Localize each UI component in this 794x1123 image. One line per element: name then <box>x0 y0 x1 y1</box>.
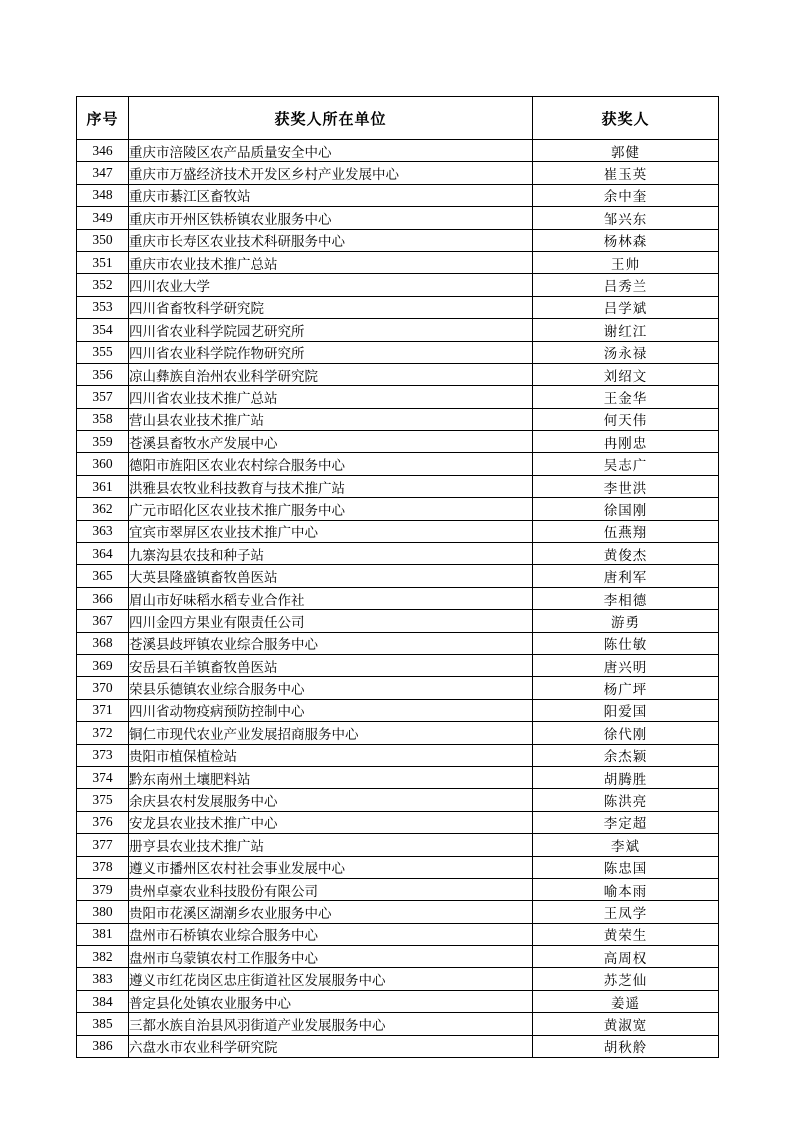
cell-unit: 贵阳市花溪区湖潮乡农业服务中心 <box>129 901 533 923</box>
cell-name: 谢红江 <box>533 319 719 341</box>
cell-seq: 374 <box>77 766 129 788</box>
cell-seq: 377 <box>77 834 129 856</box>
cell-seq: 351 <box>77 251 129 273</box>
cell-name: 王帅 <box>533 251 719 273</box>
table-row <box>77 543 719 565</box>
table-row <box>77 901 719 923</box>
cell-unit: 三都水族自治县风羽街道产业发展服务中心 <box>129 1013 533 1035</box>
cell-name: 李斌 <box>533 834 719 856</box>
cell-seq: 379 <box>77 878 129 900</box>
table-row <box>77 319 719 341</box>
cell-unit: 安岳县石羊镇畜牧兽医站 <box>129 654 533 676</box>
cell-unit: 重庆市綦江区畜牧站 <box>129 184 533 206</box>
cell-unit: 重庆市万盛经济技术开发区乡村产业发展中心 <box>129 162 533 184</box>
cell-seq: 375 <box>77 789 129 811</box>
cell-name: 杨林森 <box>533 229 719 251</box>
table-row <box>77 408 719 430</box>
table-row <box>77 453 719 475</box>
cell-name: 唐利军 <box>533 565 719 587</box>
cell-seq: 383 <box>77 968 129 990</box>
cell-name: 陈仕敏 <box>533 632 719 654</box>
cell-seq: 366 <box>77 587 129 609</box>
table-row <box>77 632 719 654</box>
cell-seq: 347 <box>77 162 129 184</box>
cell-name: 余杰颖 <box>533 744 719 766</box>
cell-unit: 四川省农业科学院园艺研究所 <box>129 319 533 341</box>
cell-name: 苏芝仙 <box>533 968 719 990</box>
cell-unit: 盘州市石桥镇农业综合服务中心 <box>129 923 533 945</box>
cell-name: 王金华 <box>533 386 719 408</box>
cell-unit: 四川省农业科学院作物研究所 <box>129 341 533 363</box>
cell-name: 崔玉英 <box>533 162 719 184</box>
cell-unit: 重庆市涪陵区农产品质量安全中心 <box>129 140 533 162</box>
cell-name: 吕学斌 <box>533 296 719 318</box>
cell-name: 李定超 <box>533 811 719 833</box>
cell-unit: 四川省畜牧科学研究院 <box>129 296 533 318</box>
cell-unit: 九寨沟县农技和种子站 <box>129 543 533 565</box>
table-row <box>77 229 719 251</box>
cell-name: 胡腾胜 <box>533 766 719 788</box>
cell-unit: 册亨县农业技术推广站 <box>129 834 533 856</box>
cell-seq: 367 <box>77 610 129 632</box>
cell-unit: 余庆县农村发展服务中心 <box>129 789 533 811</box>
table-row <box>77 587 719 609</box>
cell-seq: 376 <box>77 811 129 833</box>
cell-seq: 384 <box>77 990 129 1012</box>
cell-seq: 358 <box>77 408 129 430</box>
table-row <box>77 341 719 363</box>
cell-name: 阳爱国 <box>533 699 719 721</box>
table-row <box>77 766 719 788</box>
cell-seq: 373 <box>77 744 129 766</box>
cell-unit: 四川金四方果业有限责任公司 <box>129 610 533 632</box>
cell-seq: 381 <box>77 923 129 945</box>
table-row <box>77 1035 719 1057</box>
cell-seq: 364 <box>77 543 129 565</box>
cell-unit: 洪雅县农牧业科技教育与技术推广站 <box>129 475 533 497</box>
table-row <box>77 677 719 699</box>
cell-name: 徐代刚 <box>533 722 719 744</box>
table-row <box>77 722 719 744</box>
cell-name: 吕秀兰 <box>533 274 719 296</box>
cell-name: 刘绍文 <box>533 363 719 385</box>
cell-seq: 362 <box>77 498 129 520</box>
award-table <box>76 96 719 1058</box>
table-row <box>77 296 719 318</box>
table-row <box>77 207 719 229</box>
cell-seq: 363 <box>77 520 129 542</box>
award-table-wrapper <box>76 96 718 1058</box>
cell-unit: 凉山彝族自治州农业科学研究院 <box>129 363 533 385</box>
cell-seq: 348 <box>77 184 129 206</box>
cell-unit: 广元市昭化区农业技术推广服务中心 <box>129 498 533 520</box>
table-row <box>77 431 719 453</box>
cell-unit: 宜宾市翠屏区农业技术推广中心 <box>129 520 533 542</box>
cell-name: 喻本雨 <box>533 878 719 900</box>
table-row <box>77 610 719 632</box>
cell-seq: 359 <box>77 431 129 453</box>
cell-name: 陈忠国 <box>533 856 719 878</box>
cell-seq: 350 <box>77 229 129 251</box>
cell-unit: 安龙县农业技术推广中心 <box>129 811 533 833</box>
cell-seq: 349 <box>77 207 129 229</box>
cell-name: 余中奎 <box>533 184 719 206</box>
cell-name: 黄淑宽 <box>533 1013 719 1035</box>
table-row <box>77 699 719 721</box>
cell-seq: 369 <box>77 654 129 676</box>
cell-unit: 铜仁市现代农业产业发展招商服务中心 <box>129 722 533 744</box>
table-row <box>77 789 719 811</box>
column-header-name: 获奖人 <box>533 97 719 140</box>
cell-name: 吴志广 <box>533 453 719 475</box>
table-row <box>77 475 719 497</box>
cell-seq: 354 <box>77 319 129 341</box>
cell-name: 徐国刚 <box>533 498 719 520</box>
column-header-unit: 获奖人所在单位 <box>129 97 533 140</box>
column-header-seq: 序号 <box>77 97 129 140</box>
cell-seq: 355 <box>77 341 129 363</box>
cell-unit: 贵州卓豪农业科技股份有限公司 <box>129 878 533 900</box>
cell-unit: 眉山市好味稻水稻专业合作社 <box>129 587 533 609</box>
cell-unit: 苍溪县畜牧水产发展中心 <box>129 431 533 453</box>
cell-unit: 重庆市农业技术推广总站 <box>129 251 533 273</box>
table-row <box>77 140 719 162</box>
cell-name: 唐兴明 <box>533 654 719 676</box>
table-row <box>77 251 719 273</box>
cell-unit: 遵义市红花岗区忠庄街道社区发展服务中心 <box>129 968 533 990</box>
table-row <box>77 1013 719 1035</box>
cell-seq: 380 <box>77 901 129 923</box>
cell-name: 李相德 <box>533 587 719 609</box>
table-row <box>77 386 719 408</box>
cell-unit: 荣县乐德镇农业综合服务中心 <box>129 677 533 699</box>
cell-seq: 385 <box>77 1013 129 1035</box>
cell-name: 陈洪亮 <box>533 789 719 811</box>
table-row <box>77 968 719 990</box>
cell-unit: 普定县化处镇农业服务中心 <box>129 990 533 1012</box>
cell-unit: 遵义市播州区农村社会事业发展中心 <box>129 856 533 878</box>
cell-seq: 386 <box>77 1035 129 1057</box>
cell-seq: 378 <box>77 856 129 878</box>
cell-name: 伍燕翔 <box>533 520 719 542</box>
cell-seq: 352 <box>77 274 129 296</box>
table-row <box>77 811 719 833</box>
table-row <box>77 274 719 296</box>
cell-name: 李世洪 <box>533 475 719 497</box>
cell-seq: 360 <box>77 453 129 475</box>
cell-unit: 营山县农业技术推广站 <box>129 408 533 430</box>
cell-unit: 四川省农业技术推广总站 <box>129 386 533 408</box>
cell-name: 游勇 <box>533 610 719 632</box>
cell-name: 郭健 <box>533 140 719 162</box>
cell-unit: 重庆市开州区铁桥镇农业服务中心 <box>129 207 533 229</box>
table-row <box>77 856 719 878</box>
table-header <box>77 97 719 140</box>
cell-name: 王凤学 <box>533 901 719 923</box>
cell-seq: 357 <box>77 386 129 408</box>
cell-unit: 四川农业大学 <box>129 274 533 296</box>
table-row <box>77 946 719 968</box>
cell-seq: 353 <box>77 296 129 318</box>
table-body <box>77 140 719 1058</box>
cell-unit: 大英县隆盛镇畜牧兽医站 <box>129 565 533 587</box>
cell-unit: 重庆市长寿区农业技术科研服务中心 <box>129 229 533 251</box>
cell-seq: 370 <box>77 677 129 699</box>
cell-name: 黄俊杰 <box>533 543 719 565</box>
table-row <box>77 162 719 184</box>
cell-unit: 黔东南州土壤肥料站 <box>129 766 533 788</box>
table-row <box>77 498 719 520</box>
cell-name: 胡秋舲 <box>533 1035 719 1057</box>
cell-name: 黄荣生 <box>533 923 719 945</box>
table-row <box>77 520 719 542</box>
table-row <box>77 565 719 587</box>
cell-name: 杨广坪 <box>533 677 719 699</box>
cell-name: 高周权 <box>533 946 719 968</box>
table-row <box>77 923 719 945</box>
table-row <box>77 184 719 206</box>
cell-seq: 368 <box>77 632 129 654</box>
cell-unit: 苍溪县歧坪镇农业综合服务中心 <box>129 632 533 654</box>
cell-unit: 盘州市乌蒙镇农村工作服务中心 <box>129 946 533 968</box>
cell-unit: 四川省动物疫病预防控制中心 <box>129 699 533 721</box>
cell-seq: 372 <box>77 722 129 744</box>
cell-seq: 361 <box>77 475 129 497</box>
cell-name: 何天伟 <box>533 408 719 430</box>
cell-seq: 356 <box>77 363 129 385</box>
table-row <box>77 990 719 1012</box>
table-row <box>77 363 719 385</box>
table-header-row <box>77 97 719 140</box>
cell-seq: 365 <box>77 565 129 587</box>
cell-name: 汤永禄 <box>533 341 719 363</box>
cell-name: 姜遥 <box>533 990 719 1012</box>
cell-name: 冉刚忠 <box>533 431 719 453</box>
table-row <box>77 744 719 766</box>
table-row <box>77 834 719 856</box>
table-row <box>77 878 719 900</box>
cell-seq: 382 <box>77 946 129 968</box>
cell-unit: 贵阳市植保植检站 <box>129 744 533 766</box>
cell-seq: 346 <box>77 140 129 162</box>
cell-unit: 六盘水市农业科学研究院 <box>129 1035 533 1057</box>
cell-unit: 德阳市旌阳区农业农村综合服务中心 <box>129 453 533 475</box>
cell-name: 邹兴东 <box>533 207 719 229</box>
cell-seq: 371 <box>77 699 129 721</box>
table-row <box>77 654 719 676</box>
